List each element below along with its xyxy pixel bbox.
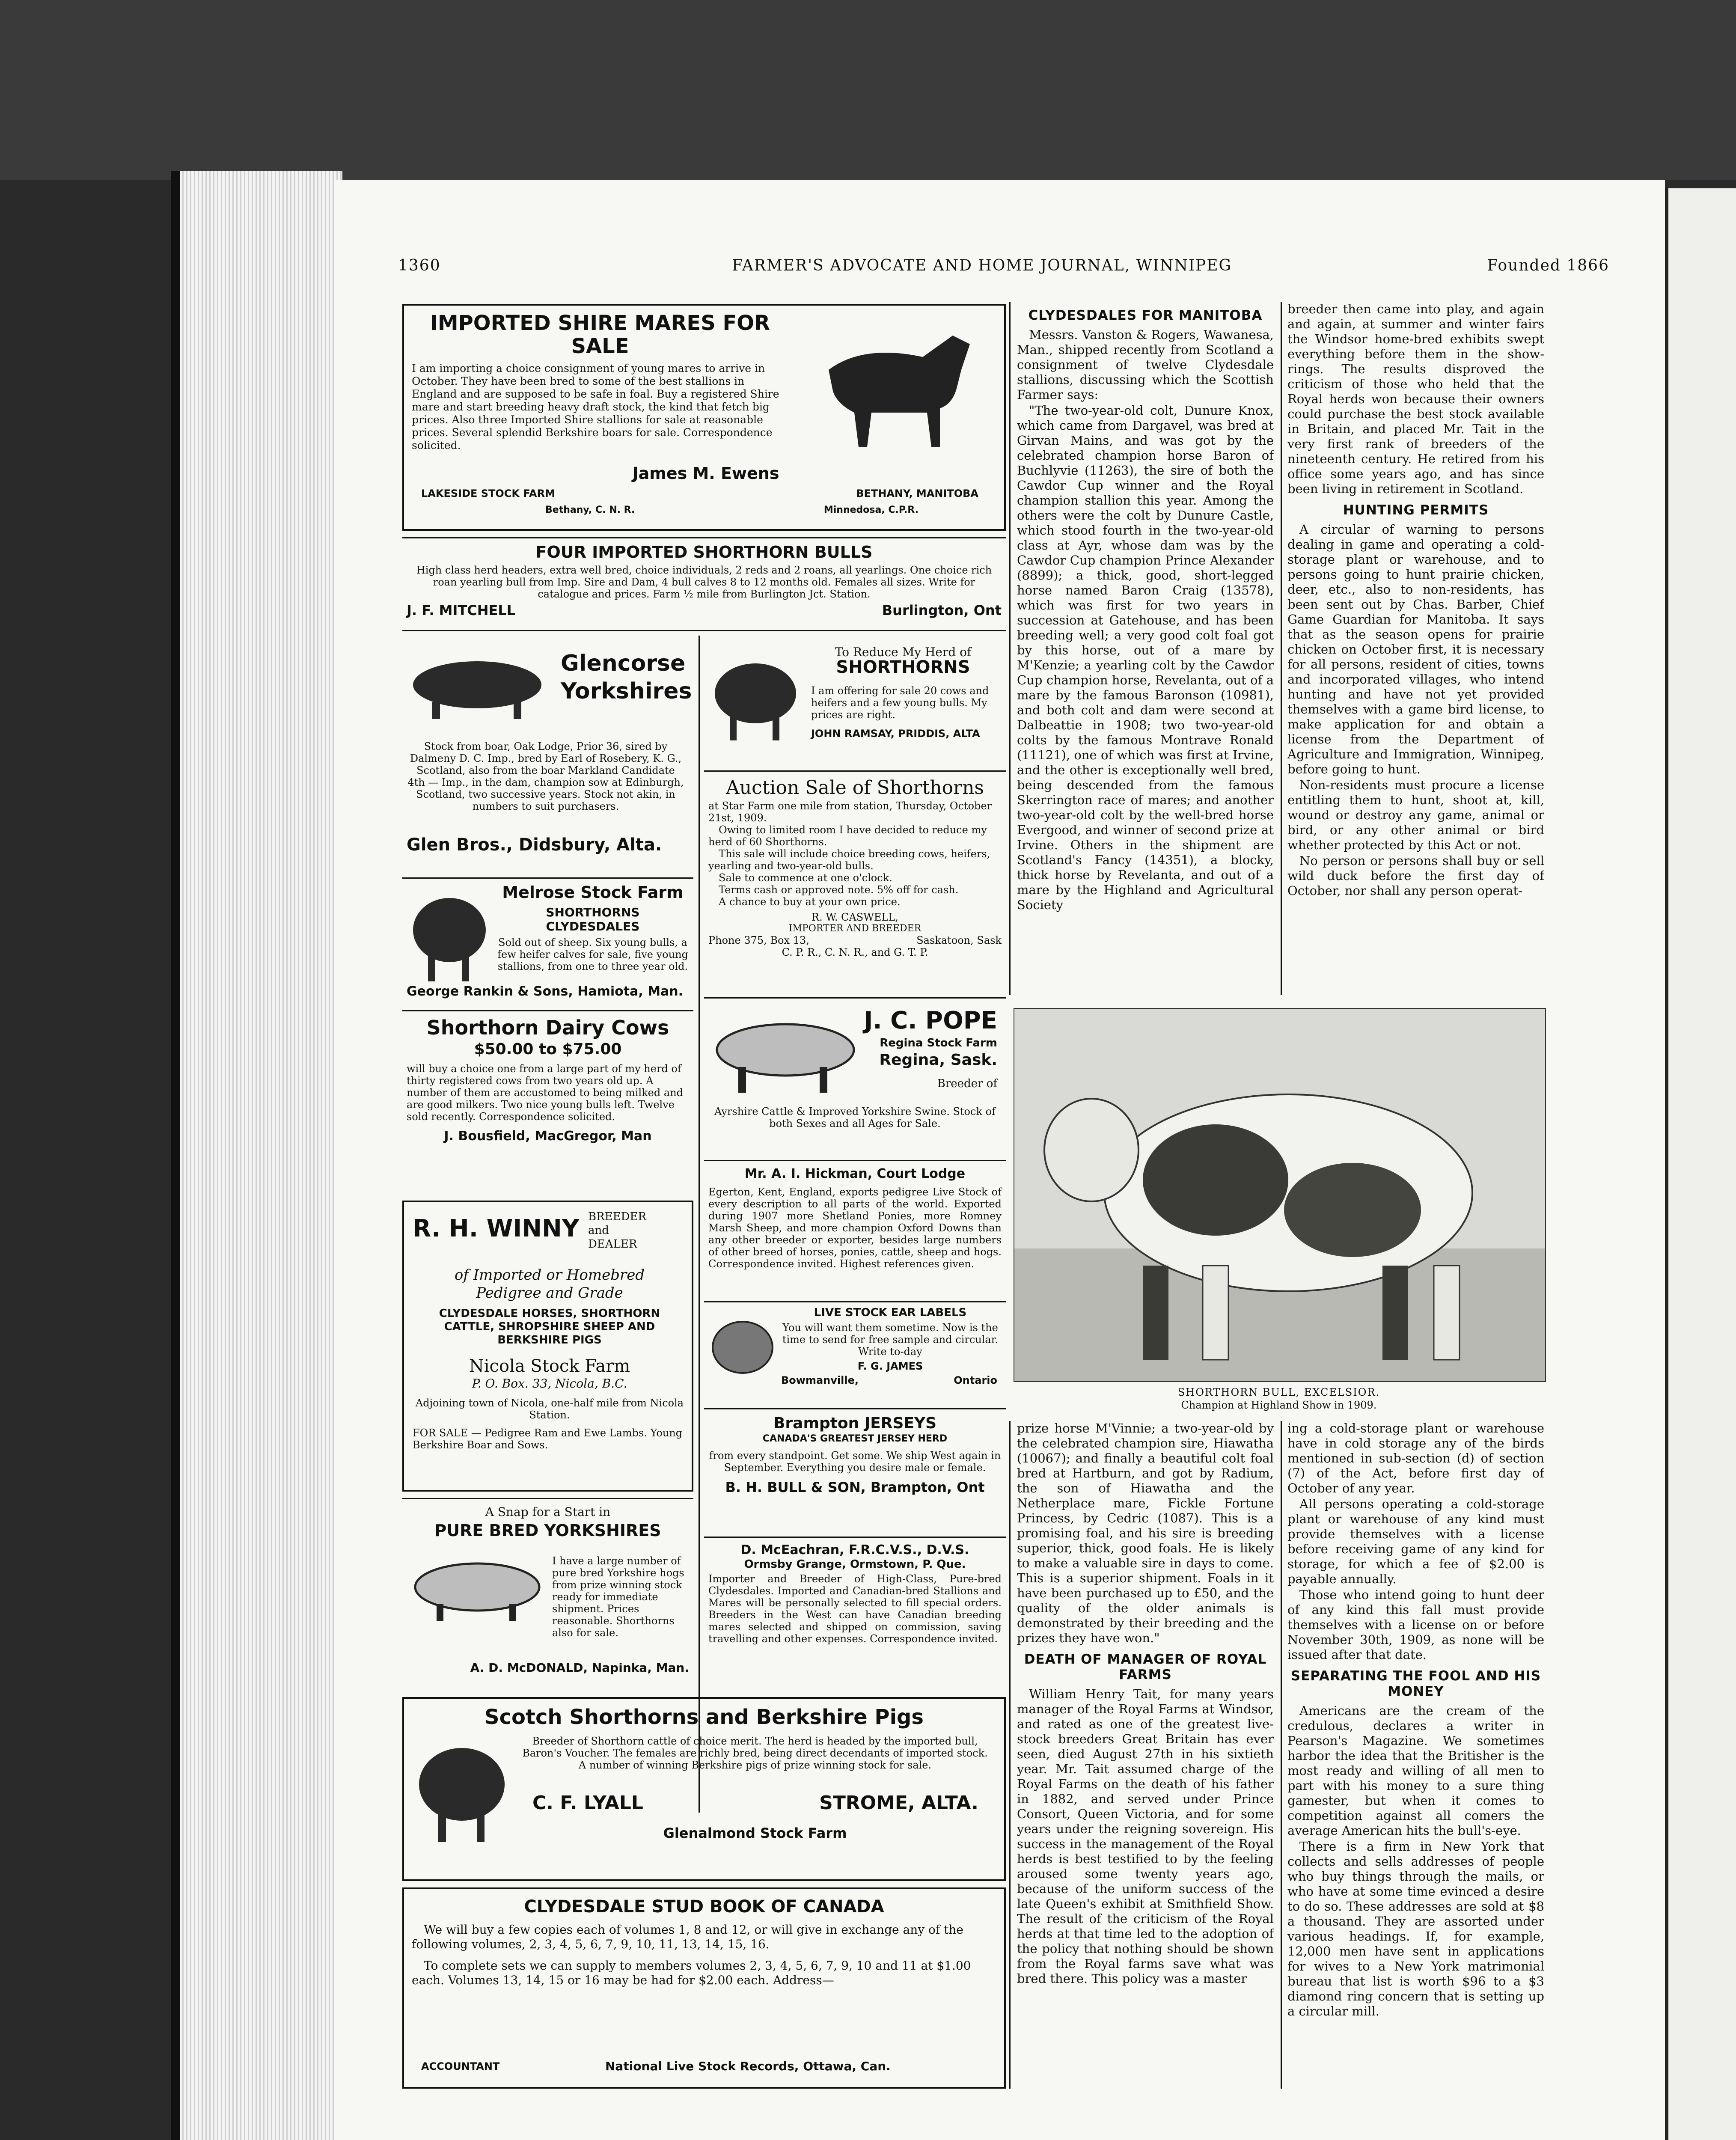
scan-background-top: [0, 0, 1736, 180]
ad-body: I have a large number of pure bred Yorkshire hogs from prize winning stock ready for immediate shipment. Prices reasonable. Shorthorns also for sale.: [552, 1555, 684, 1639]
facing-page-edge: [1665, 188, 1736, 2140]
rail-lines: C. P. R., C. N. R., and G. T. P.: [782, 946, 928, 958]
for-sale-note: FOR SALE — Pedigree Ram and Ewe Lambs. Young Berkshire Boar and Sows.: [413, 1427, 683, 1451]
ad-body-2: To complete sets we can supply to members volumes 2, 3, 4, 5, 6, 7, 9, 10 and 11 at $1.00 each. Volumes 13, 14, 15 or 16 may be had for $2.00 each. Address—: [412, 1959, 971, 1987]
cow-illustration: [708, 651, 803, 745]
advertiser-name: Glen Bros., Didsbury, Alta.: [407, 835, 662, 855]
place-left: Bowmanville,: [781, 1374, 859, 1386]
ad-title: CLYDESDALE STUD BOOK OF CANADA: [524, 1897, 884, 1917]
ad-clydesdale-stud-book: [402, 1887, 1006, 2089]
article-clydesdales-cont: [1017, 1421, 1274, 2089]
article-title: DEATH OF MANAGER OF ROYAL FARMS: [1024, 1652, 1267, 1682]
role-1: BREEDER: [588, 1210, 647, 1223]
advertiser-name: R. H. WINNY: [413, 1215, 580, 1242]
article-paragraph: Those who intend going to hunt deer of any kind this fall must provide themselves with a license on or before November 30th, 1909, as none will be issued after that date.: [1287, 1587, 1544, 1662]
bull-photo-illustration: [1014, 1009, 1545, 1381]
ad-title: IMPORTED SHIRE MARES FOR SALE: [430, 311, 770, 358]
article-paragraph: No person or persons shall buy or sell wild duck before the first day of October, nor shall any person operat-: [1287, 853, 1544, 898]
ad-body: Sold out of sheep. Six young bulls, a few heifer calves for sale, five young stallions, from one to three year old.: [497, 936, 688, 972]
ad-glencorse-yorkshires: [402, 642, 693, 873]
role-3: DEALER: [588, 1238, 637, 1251]
ad-contact: [708, 934, 1002, 946]
pig-illustration: [407, 1555, 548, 1628]
phone: Phone 375, Box 13,: [708, 934, 809, 946]
ad-body: Ayrshire Cattle & Improved Yorkshire Swine. Stock of both Sexes and all Ages for Sale.: [714, 1106, 996, 1129]
farm-name: Regina Stock Farm: [880, 1037, 997, 1049]
article-paragraph: All persons operating a cold-storage plant or warehouse of any kind must provide themselves with a license before receiving game of any kind for storage, for which a fee of $2.00 is payable annually.: [1287, 1497, 1544, 1586]
place: Saskatoon, Sask: [916, 934, 1002, 946]
article-paragraph: There is a firm in New York that collects and sells addresses of people who buy things through the mails, or who have at some time evinced a desire to do so. These addresses are sold at $8 a thousand. They are assorted under various headings. If, for example, 12,000 men have sent in applications for wives to a New York matrimonial bureau that list is worth $96 to a $3 diamond ring concern that is setting up a circular mill.: [1287, 1839, 1544, 2018]
ad-body: Importer and Breeder of High-Class, Pure-bred Clydesdales. Imported and Canadian-bred Stallions and Mares will be personally selected to fill special orders. Breeders in the West can have Canadian breeding mares selected and shipped on commission, saving travelling and other expenses. Correspondence invited.: [708, 1573, 1002, 1645]
ad-title: Auction Sale of Shorthorns: [725, 777, 984, 799]
ad-ear-labels: [704, 1301, 1006, 1404]
ad-shorthorn-dairy-cows: [402, 1010, 693, 1194]
horse-illustration: [812, 318, 991, 455]
rail-left: Bethany, C. N. R.: [545, 505, 635, 515]
advertiser-name: C. F. LYALL: [532, 1792, 643, 1814]
article-clydesdales: [1017, 302, 1274, 1002]
article-paragraph: Messrs. Vanston & Rogers, Wawanesa, Man., shipped recently from Scotland a consignment of twelve Clydesdale stallions, discussing which the Scottish Farmer says:: [1017, 327, 1274, 402]
article-paragraph: Non-residents must procure a license entitling them to hunt, shoot at, kill, wound or destroy any game, animal or bird, or any other animal or bird whether protected by this Act or not.: [1287, 778, 1544, 852]
stock-list: CLYDESDALE HORSES, SHORTHORN CATTLE, SHROPSHIRE SHEEP AND BERKSHIRE PIGS: [439, 1307, 660, 1346]
photo-shorthorn-bull: [1014, 1008, 1546, 1382]
ad-body: You will want them sometime. Now is the time to send for free sample and circular. Write to-day: [782, 1322, 999, 1358]
advertiser-name: R. W. CASWELL,: [812, 911, 898, 923]
article-paragraph: Americans are the cream of the credulous, declares a writer in Pearson's Magazine. We sometimes harbor the idea that the Britisher is the most ready and willing of all men to part with his money to a sure thing gamester, but when it comes to competition against all comers the average American hits the bull's-eye.: [1287, 1703, 1544, 1838]
sheep-illustration: [407, 887, 492, 986]
advertiser-name: J. Bousfield, MacGregor, Man: [444, 1129, 652, 1144]
advertiser-place: Burlington, Ont: [882, 602, 1002, 618]
article-breeder-hunting: [1287, 302, 1544, 1002]
ad-melrose-stock-farm: [402, 877, 693, 1006]
ad-title: LIVE STOCK EAR LABELS: [814, 1306, 967, 1319]
article-title: CLYDESDALES FOR MANITOBA: [1028, 308, 1263, 323]
article-paragraph: William Henry Tait, for many years manager of the Royal Farms at Windsor, and rated as one of the greatest live-stock breeders Great Britain has ever seen, died August 27th in his sixtieth year. Mr. Tait assumed charge of the Royal Farms on the death of his father in 1882, and served under Prince Consort, Queen Victoria, and for some years under the reigning sovereign. His success in the management of the Royal herds is best testified to by the feeling aroused some twenty years ago, because of the uniform success of the late Queen's exhibit at Smithfield Show. The result of the criticism of the Royal herds at that time led to the adoption of the policy that nothing should be shown from the Royal farms save what was bred there. This policy was a master: [1017, 1687, 1274, 1986]
place-right: Ontario: [954, 1374, 997, 1386]
ad-title: Melrose Stock Farm: [502, 883, 684, 902]
ad-title: SHORTHORNS: [836, 657, 970, 677]
advertiser-name: F. G. JAMES: [857, 1360, 923, 1372]
advertiser-name: B. H. BULL & SON, Brampton, Ont: [725, 1479, 985, 1495]
ad-footer: [407, 604, 1002, 616]
ad-scotch-shorthorns: [402, 1697, 1006, 1881]
column-divider-2: [1009, 1421, 1011, 2089]
ad-body: I am importing a choice consignment of young mares to arrive in October. They have been bred to some of the best stallions in England and are supposed to be safe in foal. Buy a registered Shire mare and start breeding heavy draft stock, the kind that fetch big prices. Also three Imported Shire stallions for sale at reasonable prices. Several splendid Berkshire boars for sale. Correspondence solicited.: [412, 362, 779, 452]
ad-sub-2: CLYDESDALES: [546, 919, 640, 933]
page-number: 1360: [398, 257, 441, 274]
article-title: HUNTING PERMITS: [1343, 502, 1489, 518]
ad-column-divider: [699, 636, 700, 1813]
ad-jc-pope: [704, 997, 1006, 1156]
ad-body: from every standpoint. Get some. We ship West again in September. Everything you desire male or female.: [709, 1450, 1001, 1474]
adjoining-note: Adjoining town of Nicola, one-half mile from Nicola Station.: [415, 1397, 684, 1421]
ad-four-shorthorn-bulls: [402, 537, 1006, 631]
ad-body-1: at Star Farm one mile from station, Thursday, October 21st, 1909.: [708, 800, 992, 824]
ad-title-line-1: Glencorse: [561, 651, 686, 676]
ad-title: Scotch Shorthorns and Berkshire Pigs: [485, 1705, 924, 1729]
ad-ramsay-shorthorns: [704, 642, 1006, 766]
footer-right: National Live Stock Records, Ottawa, Can.: [605, 2059, 891, 2073]
ad-sub: CANADA'S GREATEST JERSEY HERD: [762, 1433, 948, 1444]
ad-body-4: Sale to commence at one o'clock.: [719, 872, 892, 884]
role: Breeder of: [937, 1077, 997, 1090]
farm-name: Glenalmond Stock Farm: [663, 1825, 847, 1841]
advertiser-role: IMPORTER AND BREEDER: [788, 923, 922, 934]
sheep-head-illustration: [708, 1315, 777, 1379]
farm-name: Ormsby Grange, Ormstown, P. Que.: [744, 1558, 966, 1571]
caption-title: SHORTHORN BULL, EXCELSIOR.: [1177, 1386, 1380, 1398]
advertiser-name: A. D. McDONALD, Napinka, Man.: [470, 1661, 689, 1675]
ad-body: Stock from boar, Oak Lodge, Prior 36, sired by Dalmeny D. C. Imp., bred by Earl of Rosebery, K. G., Scotland, also from the boar Markland Candidate 4th — Imp., in the dam, champion sow at Edinburgh, Scotland, two successive years. Stock not akin, in numbers to suit purchasers.: [407, 740, 684, 812]
ad-title-line-2: Yorkshires: [561, 678, 692, 704]
tagline-2: Pedigree and Grade: [476, 1284, 623, 1302]
farm-name: LAKESIDE STOCK FARM: [421, 487, 555, 499]
ad-body-6: A chance to buy at your own price.: [719, 896, 901, 908]
bull-illustration: [708, 1011, 871, 1097]
ad-winny: [402, 1201, 693, 1492]
page-header: [398, 257, 1609, 282]
article-paragraph: prize horse M'Vinnie; a two-year-old by the celebrated champion sire, Hiawatha (10067); and finally a beautiful colt foal bred at Hartburn, and got by Radium, the son of Hiawatha and the Netherplace mare, Fickle Fortune Princess, by Cedric (1087). This is a promising foal, and his sire is breeding superior, thick, good foals. He is likely to make a valuable sire in days to come. This is a superior shipment. Foals in it have been purchased up to £50, and the quality of the older animals is demonstrated by their breeding and the prizes they have won.": [1017, 1421, 1274, 1645]
ad-title: PURE BRED YORKSHIRES: [434, 1521, 661, 1540]
place: Regina, Sask.: [879, 1051, 997, 1069]
ad-title: FOUR IMPORTED SHORTHORN BULLS: [535, 543, 873, 562]
column-divider-3: [1281, 302, 1282, 995]
advertiser-name: JOHN RAMSAY, PRIDDIS, ALTA: [811, 728, 980, 740]
article-paragraph: A circular of warning to persons dealing in game and operating a cold-storage plant or warehouse, and to persons going to hunt prairie chicken, deer, etc., also to non-residents, has been sent out by Chas. Barber, Chief Game Guardian for Manitoba. It says that as the season opens for prairie chicken on October first, it is necessary for all persons, resident of cities, towns and incorporated villages, who intend hunting and have not yet provided themselves with a game bird license, to make application for and obtain a license from the Department of Agriculture and Immigration, Winnipeg, before going to hunt.: [1287, 522, 1544, 776]
ad-body: Egerton, Kent, England, exports pedigree Live Stock of every description to all parts of the world. Exported during 1907 more Shetland Ponies, more Romney Marsh Sheep, and more champion Oxford Downs than any other breeder or exporter, besides large numbers of other breed of horses, ponies, cattle, sheep and hogs. Correspondence invited. Highest references given.: [708, 1186, 1002, 1270]
column-divider-4: [1281, 1421, 1282, 2089]
place: STROME, ALTA.: [819, 1792, 978, 1814]
ad-shire-mares: [402, 304, 1006, 531]
footer-left: ACCOUNTANT: [421, 2060, 500, 2072]
ad-body-2: Owing to limited room I have decided to reduce my herd of 60 Shorthorns.: [708, 824, 987, 848]
ad-body: will buy a choice one from a large part of my herd of thirty registered cows from two years old up. A number of them are accustomed to being milked and are good milkers. Two nice young bulls left. Twelve sold recently. Correspondence solicited.: [407, 1063, 684, 1123]
ad-title: Mr. A. I. Hickman, Court Lodge: [744, 1166, 966, 1181]
ad-body: I am offering for sale 20 cows and heifers and a few young bulls. My prices are right.: [811, 685, 989, 721]
article-paragraph: breeder then came into play, and again and again, at summer and winter fairs the Windsor home-bred exhibits swept everything before them in the show-rings. The results disproved the criticism of those who held that the Royal herds won because their owners could purchase the best stock available in Britain, and placed Mr. Tait in the very first rank of breeders of the nineteenth century. He retired from his office some years ago, and has since been living in retirement in Scotland.: [1287, 302, 1544, 496]
ad-sub-1: SHORTHORNS: [546, 905, 640, 919]
publication-title: FARMER'S ADVOCATE AND HOME JOURNAL, WINNIPEG: [732, 257, 1232, 274]
ad-mceachran: [704, 1537, 1006, 1686]
ad-body-1: We will buy a few copies each of volumes 1, 8 and 12, or will give in exchange any of the following volumes, 2, 3, 4, 5, 6, 7, 9, 10, 11, 13, 14, 15, 16.: [412, 1923, 963, 1951]
advertiser-name: James M. Ewens: [632, 464, 779, 483]
sheep-illustration: [413, 1735, 511, 1846]
rail-right: Minnedosa, C.P.R.: [823, 505, 919, 515]
advertiser-name: George Rankin & Sons, Hamiota, Man.: [407, 984, 684, 999]
ad-pure-bred-yorkshires: [402, 1498, 693, 1686]
book-page-edges: [171, 171, 342, 2140]
role-2: and: [588, 1224, 609, 1237]
ad-body-5: Terms cash or approved note. 5% off for cash.: [719, 884, 959, 896]
ad-intro: A Snap for a Start in: [485, 1505, 611, 1519]
photo-caption: [1014, 1386, 1544, 1412]
ad-hickman: [704, 1160, 1006, 1297]
ad-title: D. McEachran, F.R.C.V.S., D.V.S.: [740, 1543, 969, 1557]
article-title: SEPARATING THE FOOL AND HIS MONEY: [1290, 1668, 1541, 1699]
article-hunting-fool: [1287, 1421, 1544, 2089]
caption-subtitle: Champion at Highland Show in 1909.: [1181, 1399, 1377, 1411]
column-divider-1: [1009, 302, 1011, 995]
pig-illustration: [407, 651, 548, 728]
newspaper-page: [334, 180, 1665, 2140]
farm-location: BETHANY, MANITOBA: [856, 487, 978, 499]
ad-body: High class herd headers, extra well bred, choice individuals, 2 reds and 2 roans, all yearlings. One choice rich roan yearling bull from Imp. Sire and Dam, 4 bull calves 8 to 12 months old. Females all sizes. Write for catalogue and prices. Farm ½ mile from Burlington Jct. Station.: [416, 564, 992, 600]
farm-address: P. O. Box. 33, Nicola, B.C.: [472, 1376, 627, 1391]
founded-note: Founded 1866: [1487, 257, 1609, 274]
article-paragraph: "The two-year-old colt, Dunure Knox, which came from Dargavel, was bred at Girvan Mains, and was got by the celebrated champion horse Baron of Buchlyvie (11263), the sire of both the Cawdor Cup winner and the Royal champion stallion this year. Among the others were the colt by Dunure Castle, which stood fourth in the two-year-old class at Ayr, whose dam was by the Cawdor Cup champion Prince Alexander (8899); a thick, good, short-legged horse named Baron Craig (13578), which was first for two years in succession at Gatehouse, and has been breeding well; a very good colt foal got by this horse, out of a mare by M'Kenzie; a yearling colt by the Cawdor Cup champion horse, Revelanta, out of a mare by the famous Baronson (10981), and both colt and dam were second at Dalbeattie in 1908; two two-year-old colts by the famous Montrave Ronald (11121), one of which was first at Irvine, and the other is exceptionally well bred, being descended from the famous Skerrington race of mares; and another two-year-old colt by the well-bred horse Evergood, and winner of second prize at Irvine. Others in the shipment are Scotland's Fancy (14351), a blocky, thick horse by Revelanta, and out of a mare by the Highland and Agricultural Society: [1017, 403, 1274, 912]
article-paragraph: ing a cold-storage plant or warehouse have in cold storage any of the birds mentioned in sub-section (d) of section (7) of the Act, before first day of October of any year.: [1287, 1421, 1544, 1495]
farm-name: Nicola Stock Farm: [469, 1356, 630, 1376]
ad-body-3: This sale will include choice breeding cows, heifers, yearling and two-year-old bulls.: [708, 848, 990, 872]
ad-price: $50.00 to $75.00: [474, 1040, 622, 1058]
ad-title: Brampton JERSEYS: [773, 1415, 937, 1432]
ad-auction-sale: [704, 770, 1006, 993]
advertiser-name: J. F. MITCHELL: [407, 602, 516, 618]
ad-intro: To Reduce My Herd of: [835, 645, 972, 659]
ad-brampton-jerseys: [704, 1408, 1006, 1532]
ad-body: Breeder of Shorthorn cattle of choice merit. The herd is headed by the imported bull, Baron's Voucher. The females are richly bred, being direct decendants of imported stock. A number of winning Berkshire pigs of prize winning stock for sale.: [522, 1735, 988, 1771]
ad-title: Shorthorn Dairy Cows: [426, 1016, 669, 1039]
ad-title: J. C. POPE: [864, 1007, 997, 1034]
tagline-1: of Imported or Homebred: [454, 1266, 645, 1284]
